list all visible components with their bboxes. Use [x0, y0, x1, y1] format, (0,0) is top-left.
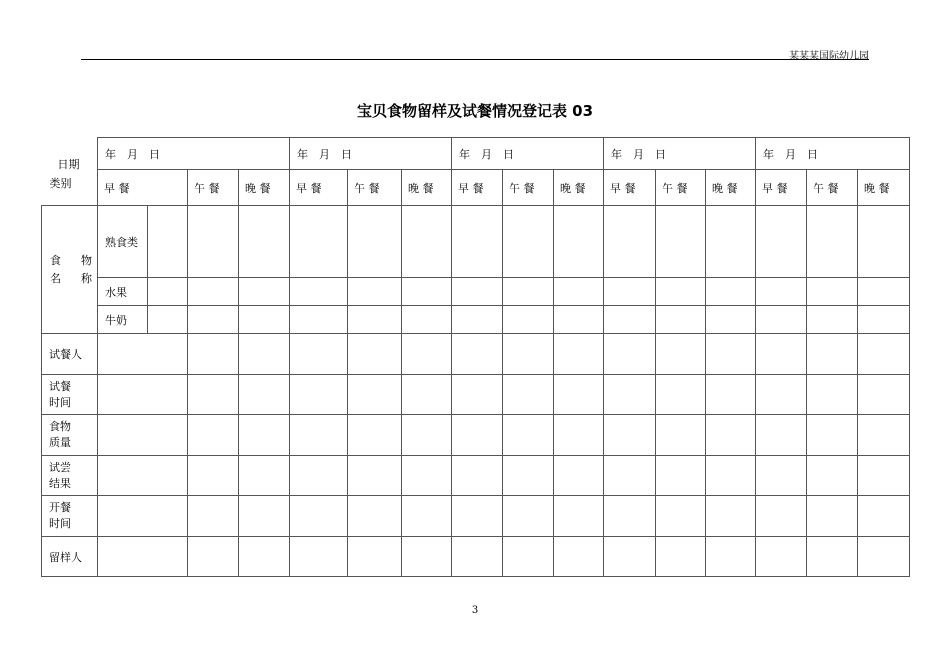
entry-cell[interactable]	[604, 375, 656, 415]
entry-cell[interactable]	[858, 334, 910, 375]
registration-table	[41, 137, 910, 577]
meal-lunch-header: 午 餐	[656, 170, 706, 206]
meal-row	[42, 170, 910, 206]
entry-cell[interactable]	[188, 537, 239, 577]
entry-cell[interactable]	[706, 496, 756, 537]
entry-cell[interactable]	[807, 456, 858, 496]
entry-cell[interactable]	[148, 306, 188, 334]
entry-cell[interactable]	[290, 206, 348, 278]
entry-cell[interactable]	[706, 278, 756, 306]
entry-cell[interactable]	[604, 306, 656, 334]
entry-cell[interactable]	[239, 306, 290, 334]
entry-cell[interactable]	[604, 415, 656, 456]
entry-cell[interactable]	[656, 206, 706, 278]
entry-cell[interactable]	[807, 278, 858, 306]
row-label-test-time: 试餐 时间	[42, 375, 98, 415]
entry-cell[interactable]	[239, 206, 290, 278]
entry-cell[interactable]	[290, 375, 348, 415]
entry-cell[interactable]	[554, 206, 604, 278]
tester-row	[42, 334, 910, 375]
entry-cell[interactable]	[402, 306, 452, 334]
entry-cell[interactable]	[807, 537, 858, 577]
food-name-label: 食 物 名 称	[42, 206, 98, 334]
entry-cell[interactable]	[290, 456, 348, 496]
entry-cell[interactable]	[807, 334, 858, 375]
result-row	[42, 456, 910, 496]
row-label-tester: 试餐人	[42, 334, 98, 375]
date-cell[interactable]: 年 月 日	[756, 138, 910, 170]
entry-cell[interactable]	[348, 334, 402, 375]
entry-cell[interactable]	[503, 456, 554, 496]
entry-cell[interactable]	[756, 537, 807, 577]
entry-cell[interactable]	[604, 537, 656, 577]
entry-cell[interactable]	[604, 206, 656, 278]
entry-cell[interactable]	[756, 278, 807, 306]
entry-cell[interactable]	[604, 334, 656, 375]
entry-cell[interactable]	[656, 537, 706, 577]
corner-cell	[42, 138, 98, 206]
sampler-row	[42, 537, 910, 577]
date-cell[interactable]: 年 月 日	[604, 138, 756, 170]
entry-cell[interactable]	[348, 278, 402, 306]
entry-cell[interactable]	[452, 415, 503, 456]
food-type-milk: 牛奶	[98, 306, 148, 334]
entry-cell[interactable]	[554, 537, 604, 577]
entry-cell[interactable]	[402, 278, 452, 306]
entry-cell[interactable]	[604, 496, 656, 537]
entry-cell[interactable]	[656, 278, 706, 306]
meal-lunch-header: 午 餐	[503, 170, 554, 206]
entry-cell[interactable]	[188, 334, 239, 375]
entry-cell[interactable]	[656, 375, 706, 415]
entry-cell[interactable]	[188, 415, 239, 456]
entry-cell[interactable]	[706, 456, 756, 496]
entry-cell[interactable]	[554, 456, 604, 496]
entry-cell[interactable]	[503, 206, 554, 278]
meal-dinner-header: 晚 餐	[239, 170, 290, 206]
entry-cell[interactable]	[807, 415, 858, 456]
entry-cell[interactable]	[98, 334, 188, 375]
entry-cell[interactable]	[348, 456, 402, 496]
entry-cell[interactable]	[807, 306, 858, 334]
meal-breakfast-header: 早 餐	[290, 170, 348, 206]
entry-cell[interactable]	[452, 537, 503, 577]
entry-cell[interactable]	[452, 456, 503, 496]
meal-lunch-header: 午 餐	[807, 170, 858, 206]
entry-cell[interactable]	[503, 415, 554, 456]
entry-cell[interactable]	[503, 496, 554, 537]
corner-date-label: 日期	[57, 157, 80, 171]
entry-cell[interactable]	[604, 456, 656, 496]
entry-cell[interactable]	[554, 306, 604, 334]
entry-cell[interactable]	[756, 375, 807, 415]
header-organization: 某某某国际幼儿园	[789, 51, 869, 62]
entry-cell[interactable]	[452, 375, 503, 415]
date-cell[interactable]: 年 月 日	[452, 138, 604, 170]
entry-cell[interactable]	[756, 334, 807, 375]
entry-cell[interactable]	[188, 278, 239, 306]
row-label-quality: 食物 质量	[42, 415, 98, 456]
meal-lunch-header: 午 餐	[188, 170, 239, 206]
meal-breakfast-header: 早 餐	[452, 170, 503, 206]
entry-cell[interactable]	[503, 375, 554, 415]
milk-row	[42, 306, 910, 334]
entry-cell[interactable]	[348, 306, 402, 334]
meal-lunch-header: 午 餐	[348, 170, 402, 206]
open-time-row	[42, 496, 910, 537]
test-time-row	[42, 375, 910, 415]
entry-cell[interactable]	[402, 496, 452, 537]
entry-cell[interactable]	[452, 334, 503, 375]
entry-cell[interactable]	[98, 415, 188, 456]
date-cell[interactable]: 年 月 日	[290, 138, 452, 170]
entry-cell[interactable]	[503, 278, 554, 306]
entry-cell[interactable]	[858, 278, 910, 306]
entry-cell[interactable]	[858, 496, 910, 537]
quality-row	[42, 415, 910, 456]
row-label-sampler: 留样人	[42, 537, 98, 577]
meal-breakfast-header: 早 餐	[756, 170, 807, 206]
entry-cell[interactable]	[348, 496, 402, 537]
entry-cell[interactable]	[290, 334, 348, 375]
entry-cell[interactable]	[807, 496, 858, 537]
entry-cell[interactable]	[756, 306, 807, 334]
entry-cell[interactable]	[239, 278, 290, 306]
entry-cell[interactable]	[239, 537, 290, 577]
food-type-cooked: 熟食类	[98, 206, 148, 278]
meal-breakfast-header: 早 餐	[98, 170, 188, 206]
entry-cell[interactable]	[239, 456, 290, 496]
entry-cell[interactable]	[656, 306, 706, 334]
entry-cell[interactable]	[656, 496, 706, 537]
entry-cell[interactable]	[148, 206, 188, 278]
entry-cell[interactable]	[554, 278, 604, 306]
entry-cell[interactable]	[756, 456, 807, 496]
entry-cell[interactable]	[554, 334, 604, 375]
entry-cell[interactable]	[348, 206, 402, 278]
entry-cell[interactable]	[402, 375, 452, 415]
entry-cell[interactable]	[98, 537, 188, 577]
entry-cell[interactable]	[756, 415, 807, 456]
entry-cell[interactable]	[706, 537, 756, 577]
entry-cell[interactable]	[290, 496, 348, 537]
entry-cell[interactable]	[452, 496, 503, 537]
entry-cell[interactable]	[656, 334, 706, 375]
date-row	[42, 138, 910, 170]
entry-cell[interactable]	[402, 334, 452, 375]
entry-cell[interactable]	[452, 306, 503, 334]
entry-cell[interactable]	[656, 415, 706, 456]
entry-cell[interactable]	[604, 278, 656, 306]
entry-cell[interactable]	[503, 306, 554, 334]
page-title: 宝贝食物留样及试餐情况登记表 03	[356, 102, 594, 120]
entry-cell[interactable]	[807, 206, 858, 278]
entry-cell[interactable]	[452, 206, 503, 278]
entry-cell[interactable]	[239, 375, 290, 415]
entry-cell[interactable]	[706, 375, 756, 415]
food-type-fruit: 水果	[98, 278, 148, 306]
entry-cell[interactable]	[402, 206, 452, 278]
page-number: 3	[471, 605, 479, 616]
entry-cell[interactable]	[290, 306, 348, 334]
entry-cell[interactable]	[188, 306, 239, 334]
entry-cell[interactable]	[239, 334, 290, 375]
entry-cell[interactable]	[290, 537, 348, 577]
entry-cell[interactable]	[554, 415, 604, 456]
cooked-food-row	[42, 206, 910, 278]
meal-dinner-header: 晚 餐	[706, 170, 756, 206]
entry-cell[interactable]	[858, 537, 910, 577]
entry-cell[interactable]	[348, 537, 402, 577]
entry-cell[interactable]	[503, 334, 554, 375]
entry-cell[interactable]	[239, 496, 290, 537]
entry-cell[interactable]	[858, 306, 910, 334]
entry-cell[interactable]	[706, 415, 756, 456]
entry-cell[interactable]	[706, 206, 756, 278]
entry-cell[interactable]	[756, 496, 807, 537]
entry-cell[interactable]	[239, 415, 290, 456]
entry-cell[interactable]	[554, 375, 604, 415]
meal-breakfast-header: 早 餐	[604, 170, 656, 206]
entry-cell[interactable]	[858, 375, 910, 415]
entry-cell[interactable]	[188, 456, 239, 496]
entry-cell[interactable]	[98, 456, 188, 496]
entry-cell[interactable]	[858, 206, 910, 278]
entry-cell[interactable]	[402, 537, 452, 577]
entry-cell[interactable]	[188, 206, 239, 278]
header-divider	[81, 59, 869, 60]
entry-cell[interactable]	[348, 415, 402, 456]
entry-cell[interactable]	[656, 456, 706, 496]
entry-cell[interactable]	[188, 375, 239, 415]
meal-dinner-header: 晚 餐	[858, 170, 910, 206]
meal-dinner-header: 晚 餐	[554, 170, 604, 206]
entry-cell[interactable]	[402, 415, 452, 456]
entry-cell[interactable]	[402, 456, 452, 496]
fruit-row	[42, 278, 910, 306]
entry-cell[interactable]	[290, 415, 348, 456]
entry-cell[interactable]	[98, 496, 188, 537]
entry-cell[interactable]	[706, 306, 756, 334]
entry-cell[interactable]	[807, 375, 858, 415]
entry-cell[interactable]	[348, 375, 402, 415]
entry-cell[interactable]	[148, 278, 188, 306]
entry-cell[interactable]	[98, 375, 188, 415]
entry-cell[interactable]	[503, 537, 554, 577]
date-cell[interactable]: 年 月 日	[98, 138, 290, 170]
entry-cell[interactable]	[554, 496, 604, 537]
row-label-result: 试尝 结果	[42, 456, 98, 496]
entry-cell[interactable]	[756, 206, 807, 278]
entry-cell[interactable]	[290, 278, 348, 306]
row-label-open-time: 开餐 时间	[42, 496, 98, 537]
entry-cell[interactable]	[706, 334, 756, 375]
entry-cell[interactable]	[188, 496, 239, 537]
entry-cell[interactable]	[858, 415, 910, 456]
corner-category-label: 类别	[49, 176, 72, 190]
meal-dinner-header: 晚 餐	[402, 170, 452, 206]
entry-cell[interactable]	[858, 456, 910, 496]
entry-cell[interactable]	[452, 278, 503, 306]
